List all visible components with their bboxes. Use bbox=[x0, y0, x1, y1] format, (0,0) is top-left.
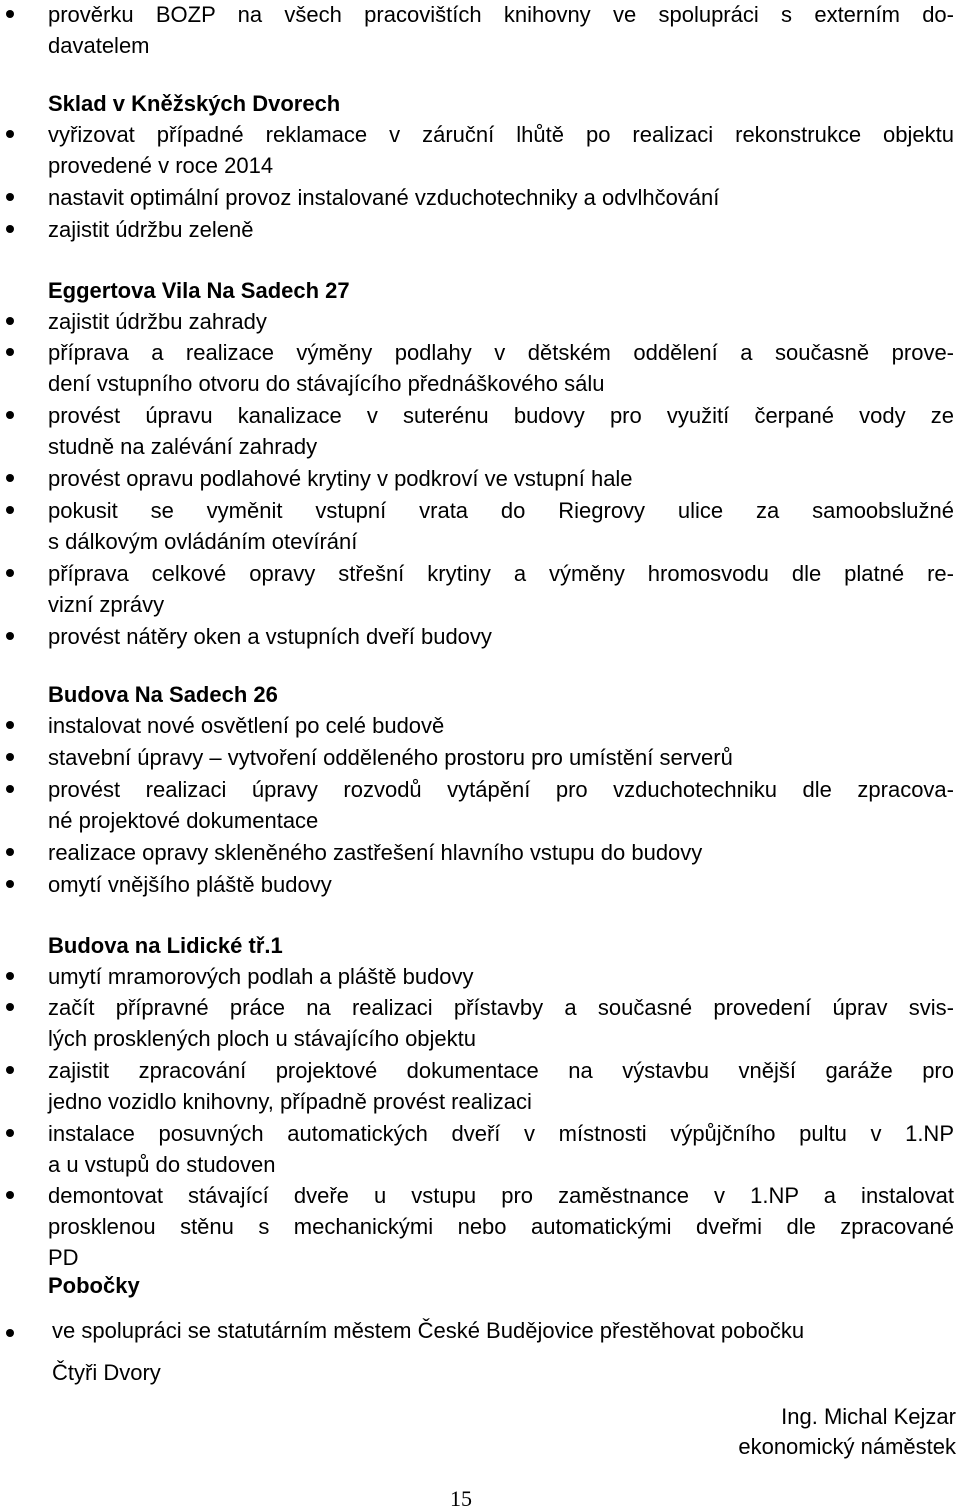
bullet-icon bbox=[6, 753, 14, 761]
bullet-icon bbox=[6, 569, 14, 577]
page-number: 15 bbox=[450, 1486, 472, 1511]
bullet-icon bbox=[6, 411, 14, 419]
signature-name: Ing. Michal Kejzar bbox=[781, 1404, 956, 1429]
list-item-line: provedené v roce 2014 bbox=[48, 153, 274, 178]
section-heading: Budova na Lidické tř.1 bbox=[48, 933, 283, 958]
bullet-icon bbox=[6, 721, 14, 729]
list-item-line: instalovat nové osvětlení po celé budově bbox=[48, 713, 445, 738]
bullet-icon bbox=[6, 1129, 14, 1137]
list-item-line: nastavit optimální provoz instalované vzduchotechniky a odvlhčování bbox=[48, 185, 720, 210]
bullet-icon bbox=[6, 848, 14, 856]
intro-line: prověrku BOZP na všech pracovištích knihovny ve spolupráci s externím do- bbox=[48, 2, 954, 27]
list-item-line: provést opravu podlahové krytiny v podkroví ve vstupní hale bbox=[48, 466, 633, 491]
list-item-line: demontovat stávající dveře u vstupu pro zaměstnance v 1.NP a instalovat bbox=[48, 1183, 954, 1208]
list-item-line: stavební úpravy – vytvoření odděleného prostoru pro umístění serverů bbox=[48, 745, 733, 770]
list-item-line: vyřizovat případné reklamace v záruční lhůtě po realizaci rekonstrukce objektu bbox=[48, 122, 954, 147]
list-item-line: lých prosklených ploch u stávajícího objektu bbox=[48, 1026, 477, 1051]
section-heading: Budova Na Sadech 26 bbox=[48, 682, 278, 707]
list-item-line: omytí vnějšího pláště budovy bbox=[48, 872, 332, 897]
list-item-line: instalace posuvných automatických dveří v místnosti výpůjčního pultu v 1.NP bbox=[48, 1121, 954, 1146]
list-item-line: příprava a realizace výměny podlahy v dětském oddělení a současně prove- bbox=[48, 340, 954, 365]
section-heading: Pobočky bbox=[48, 1273, 140, 1298]
list-item-line: příprava celkové opravy střešní krytiny a výměny hromosvodu dle platné re- bbox=[48, 561, 954, 586]
list-item-line: s dálkovým ovládáním otevírání bbox=[48, 529, 358, 554]
bullet-icon bbox=[6, 1066, 14, 1074]
bullet-icon bbox=[6, 1329, 14, 1337]
list-item-line: vizní zprávy bbox=[48, 592, 165, 617]
bullet-icon bbox=[6, 193, 14, 201]
list-item-line: jedno vozidlo knihovny, případně provést realizaci bbox=[48, 1089, 532, 1114]
bullet-icon bbox=[6, 10, 14, 18]
list-item-line: prosklenou stěnu s mechanickými nebo automatickými dveřmi dle zpracované bbox=[48, 1214, 954, 1239]
bullet-icon bbox=[6, 972, 14, 980]
list-item-line: Čtyři Dvory bbox=[52, 1360, 161, 1385]
bullet-icon bbox=[6, 880, 14, 888]
list-item-line: realizace opravy skleněného zastřešení hlavního vstupu do budovy bbox=[48, 840, 703, 865]
bullet-icon bbox=[6, 130, 14, 138]
bullet-icon bbox=[6, 785, 14, 793]
bullet-icon bbox=[6, 506, 14, 514]
list-item-line: provést nátěry oken a vstupních dveří budovy bbox=[48, 624, 492, 649]
signature-role: ekonomický náměstek bbox=[738, 1434, 956, 1459]
bullet-icon bbox=[6, 474, 14, 482]
intro-line: davatelem bbox=[48, 33, 150, 58]
list-item-line: né projektové dokumentace bbox=[48, 808, 319, 833]
list-item-line: zajistit zpracování projektové dokumentace na výstavbu vnější garáže pro bbox=[48, 1058, 954, 1083]
list-item-line: provést úpravu kanalizace v suterénu budovy pro využití čerpané vody ze bbox=[48, 403, 954, 428]
bullet-icon bbox=[6, 632, 14, 640]
list-item-line: umytí mramorových podlah a pláště budovy bbox=[48, 964, 474, 989]
list-item-line: dení vstupního otvoru do stávajícího přednáškového sálu bbox=[48, 371, 605, 396]
list-item-line: studně na zalévání zahrady bbox=[48, 434, 318, 459]
list-item-line: zajistit údržbu zahrady bbox=[48, 309, 267, 334]
list-item-line: a u vstupů do studoven bbox=[48, 1152, 276, 1177]
bullet-icon bbox=[6, 1191, 14, 1199]
section-heading: Sklad v Kněžských Dvorech bbox=[48, 91, 341, 116]
section-heading: Eggertova Vila Na Sadech 27 bbox=[48, 278, 350, 303]
list-item-line: zajistit údržbu zeleně bbox=[48, 217, 254, 242]
bullet-icon bbox=[6, 317, 14, 325]
list-item-line: PD bbox=[48, 1245, 79, 1270]
list-item-line: začít přípravné práce na realizaci přístavby a současné provedení úprav svis- bbox=[48, 995, 954, 1020]
bullet-icon bbox=[6, 1003, 14, 1011]
bullet-icon bbox=[6, 348, 14, 356]
list-item-line: provést realizaci úpravy rozvodů vytápění pro vzduchotechniku dle zpracova- bbox=[48, 777, 954, 802]
bullet-icon bbox=[6, 225, 14, 233]
list-item-line: ve spolupráci se statutárním městem České Budějovice přestěhovat pobočku bbox=[52, 1318, 805, 1343]
list-item-line: pokusit se vyměnit vstupní vrata do Riegrovy ulice za samoobslužné bbox=[48, 498, 954, 523]
